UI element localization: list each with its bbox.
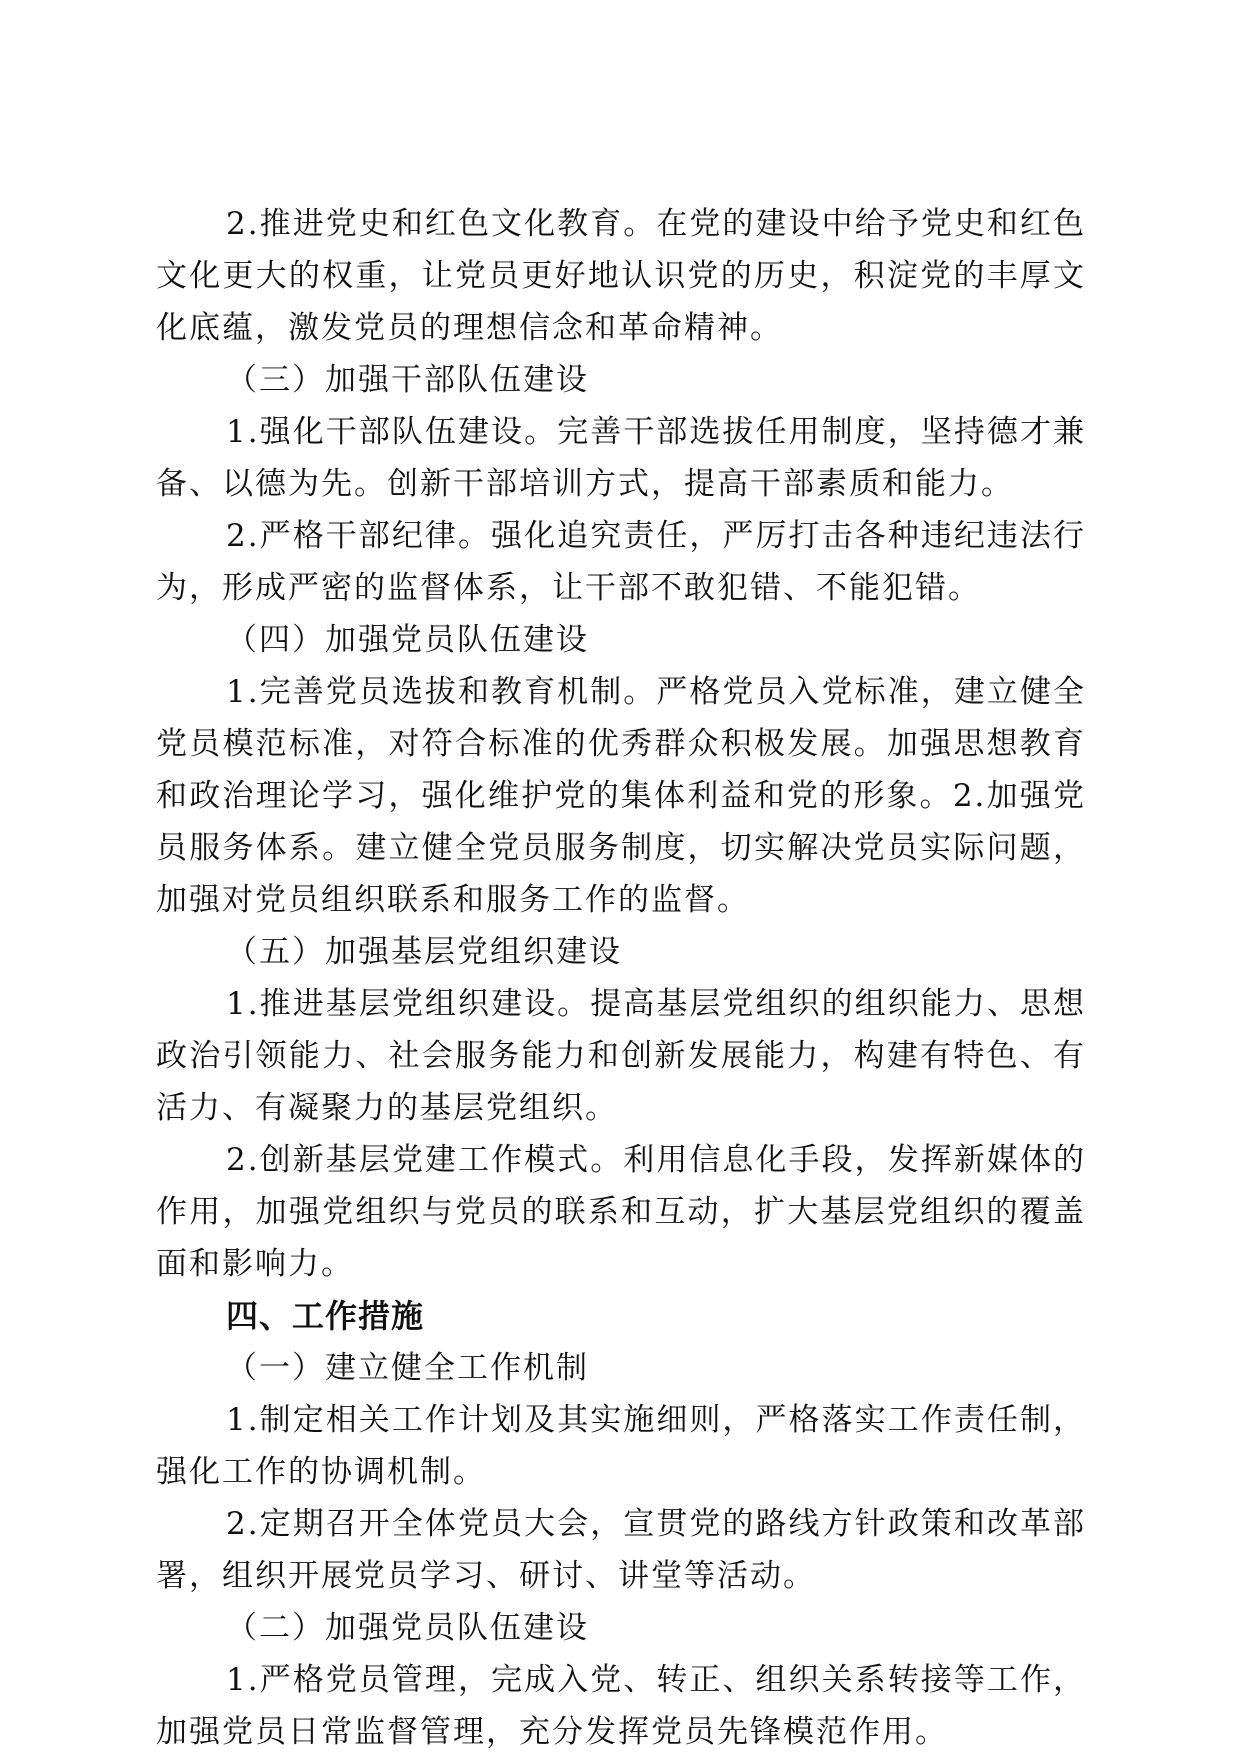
- subheading-member-team: （四）加强党员队伍建设: [226, 622, 589, 658]
- subheading-work-mechanism: （一）建立健全工作机制: [226, 1350, 589, 1386]
- subheading-cadre-team: （三）加强干部队伍建设: [226, 362, 589, 398]
- subheading-grassroots: （五）加强基层党组织建设: [226, 934, 622, 970]
- para-member-conference: 2.定期召开全体党员大会，宣贯党的路线方针政策和改革部署，组织开展党员学习、研讨、讲堂等活动。: [156, 1506, 1086, 1594]
- document-page: [156, 198, 1086, 1758]
- subheading-member-team-2: （二）加强党员队伍建设: [226, 1610, 589, 1646]
- para-grassroots-building: 1.推进基层党组织建设。提高基层党组织的组织能力、思想政治引领能力、社会服务能力和创新发展能力，构建有特色、有活力、有凝聚力的基层党组织。: [156, 986, 1086, 1126]
- para-grassroots-work-model: 2.创新基层党建工作模式。利用信息化手段，发挥新媒体的作用，加强党组织与党员的联系和互动，扩大基层党组织的覆盖面和影响力。: [156, 1142, 1086, 1282]
- para-strengthen-cadre-team: 1.强化干部队伍建设。完善干部选拔任用制度，坚持德才兼备、以德为先。创新干部培训方式，提高干部素质和能力。: [156, 414, 1086, 502]
- para-member-management: 1.严格党员管理，完成入党、转正、组织关系转接等工作，加强党员日常监督管理，充分发挥党员先锋模范作用。: [156, 1662, 1086, 1750]
- para-member-selection: 1.完善党员选拔和教育机制。严格党员入党标准，建立健全党员模范标准，对符合标准的优秀群众积极发展。加强思想教育和政治理论学习，强化维护党的集体利益和党的形象。2.加强党员服务体系。建立健全党员服务制度，切实解决党员实际问题，加强对党员组织联系和服务工作的监督。: [156, 674, 1086, 918]
- para-work-plan: 1.制定相关工作计划及其实施细则，严格落实工作责任制，强化工作的协调机制。: [156, 1402, 1086, 1490]
- para-cadre-discipline: 2.严格干部纪律。强化追究责任，严厉打击各种违纪违法行为，形成严密的监督体系，让干部不敢犯错、不能犯错。: [156, 518, 1086, 606]
- heading-work-measures: 四、工作措施: [226, 1297, 425, 1335]
- para-party-history-education: 2.推进党史和红色文化教育。在党的建设中给予党史和红色文化更大的权重，让党员更好地认识党的历史，积淀党的丰厚文化底蕴，激发党员的理想信念和革命精神。: [156, 206, 1086, 346]
